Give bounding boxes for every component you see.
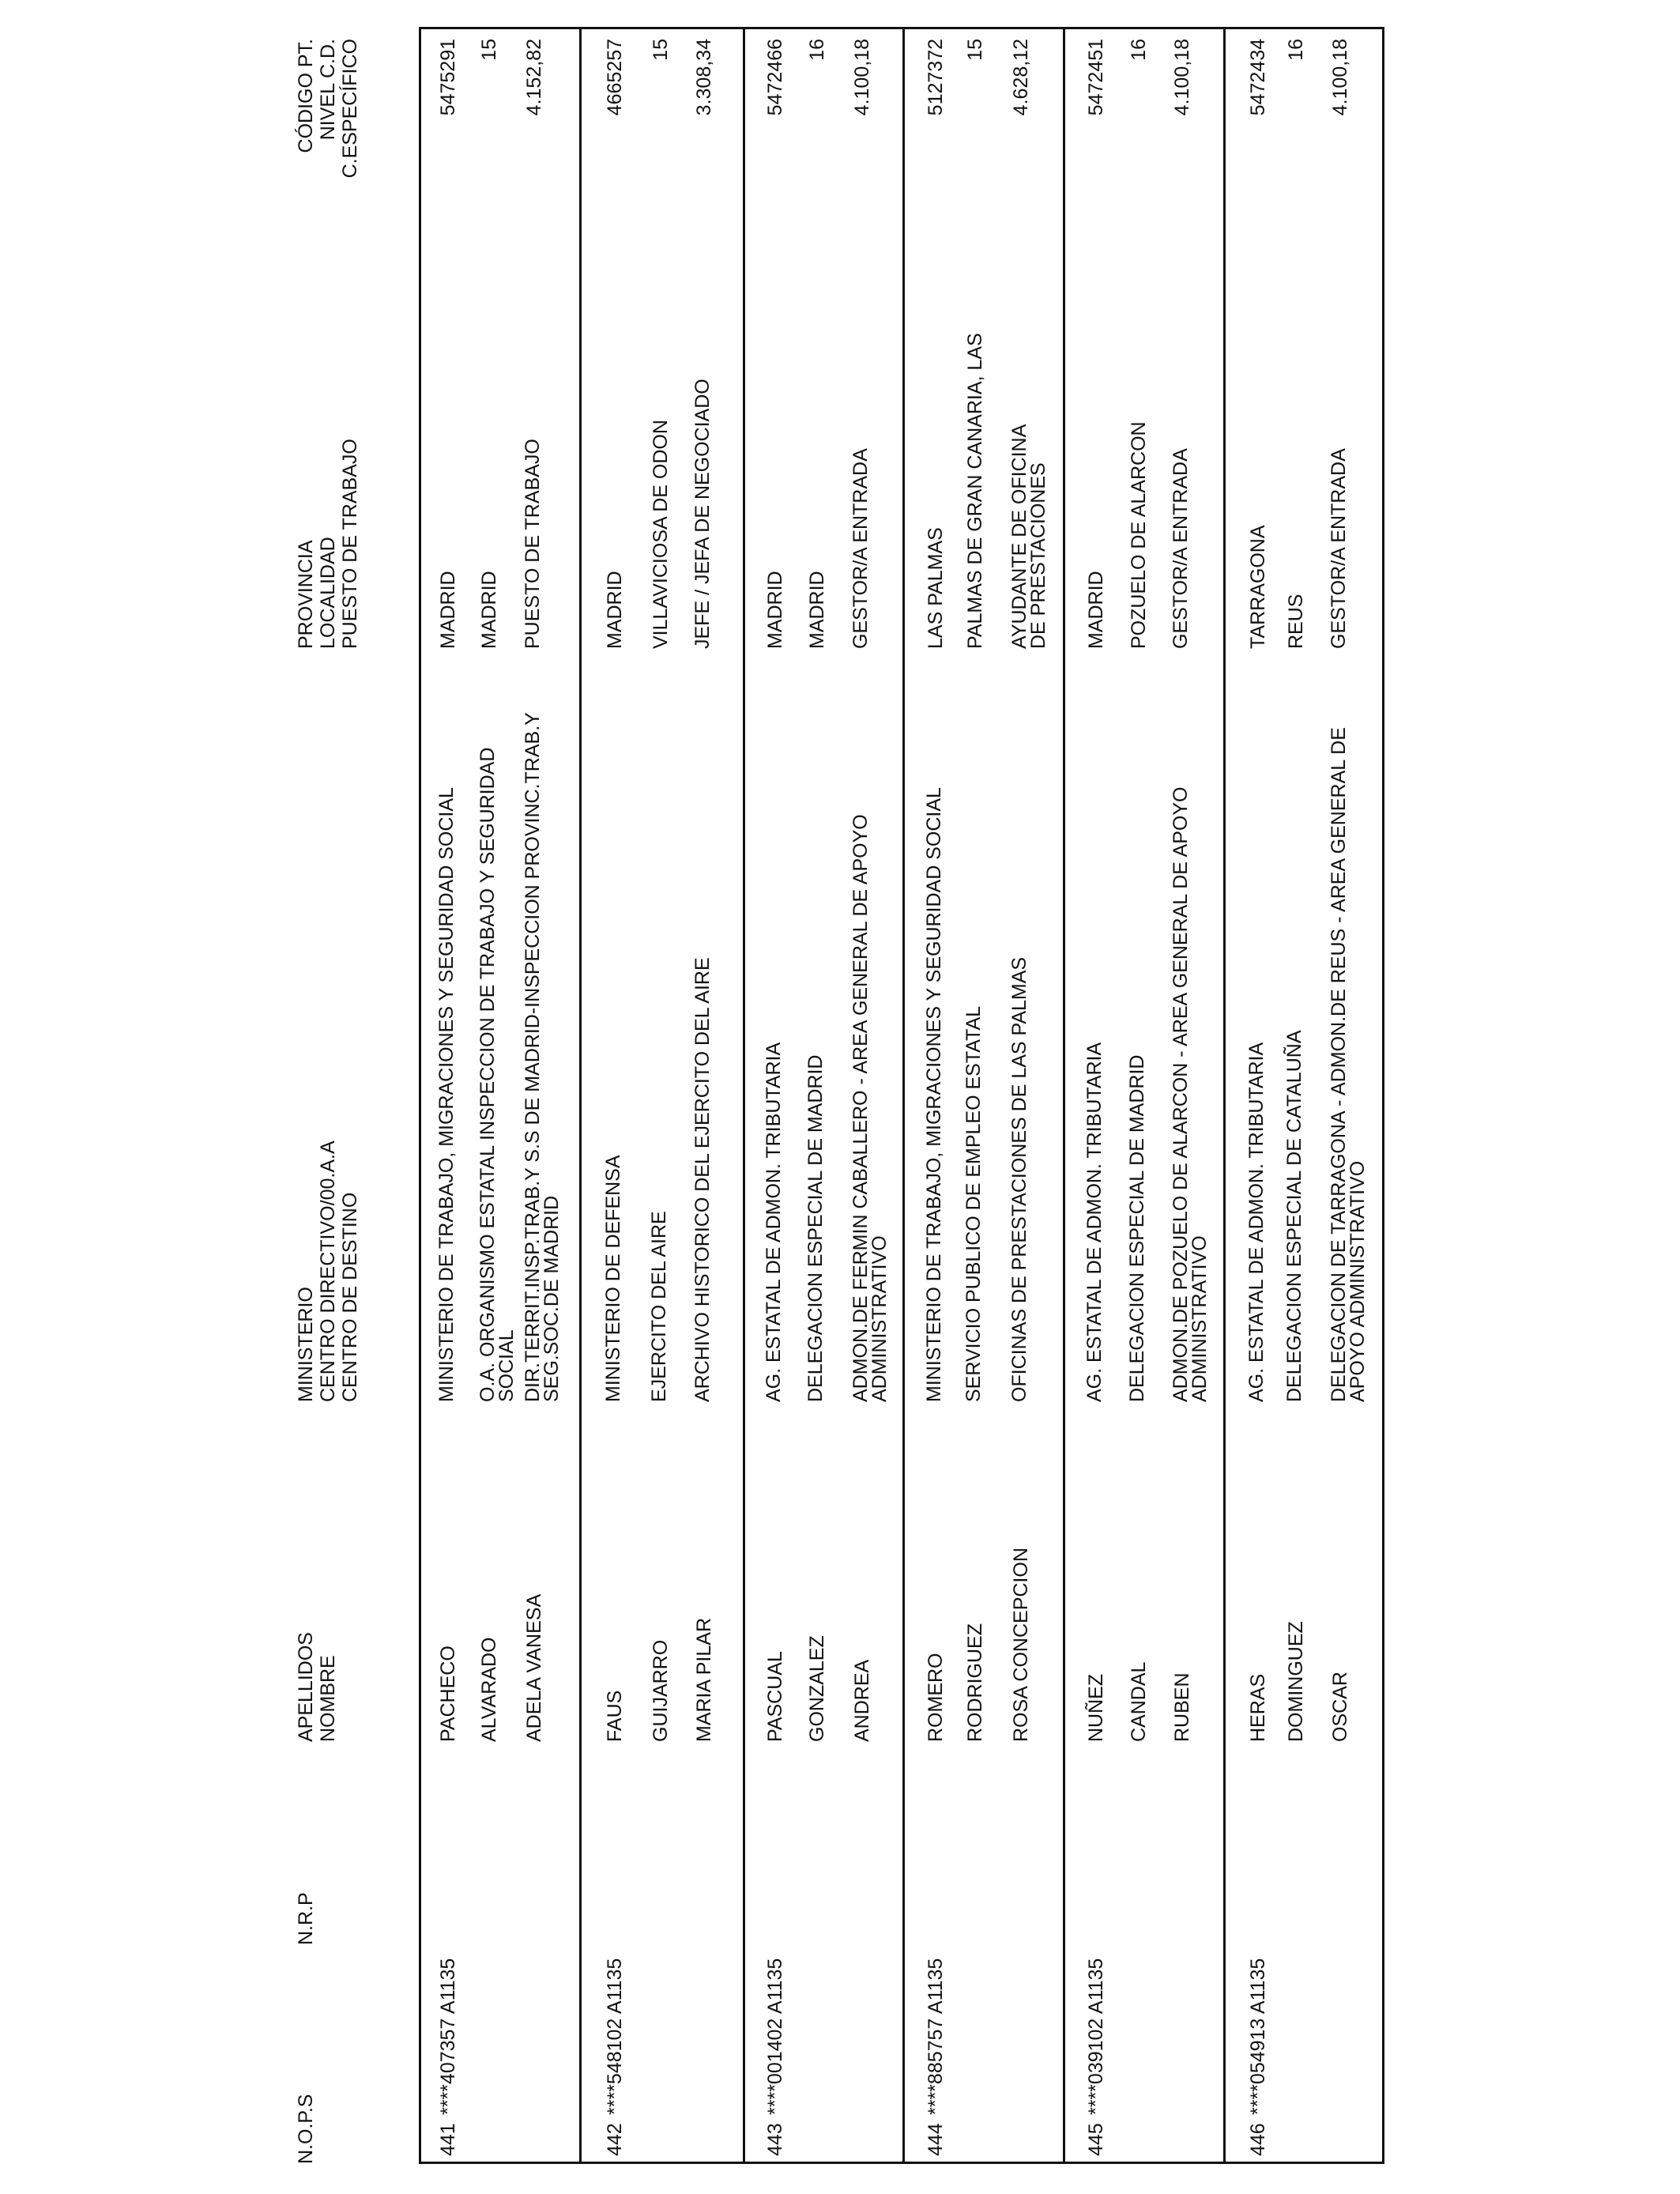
record-destination: OFICINAS DE PRESTACIONES DE LAS PALMAS [1008,956,1030,1402]
record-surname1: PASCUAL [764,1651,786,1742]
record-code: 5127372 [925,39,947,116]
record-nrp: ****054913 A1135 [1247,1958,1269,2115]
record-nops: 443 [764,2123,786,2156]
row-separator [902,27,905,2164]
header-name: NOMBRE [317,1655,339,1742]
record-level: 16 [1285,39,1307,61]
record-surname2: RODRIGUEZ [964,1623,986,1742]
record-locality: REUS [1285,594,1307,649]
record-province: LAS PALMAS [925,527,947,649]
header-nrp: N.R.P [295,1892,317,1945]
record-destination: ARCHIVO HISTORICO DEL EJERCITO DEL AIRE [691,957,714,1402]
record-code: 5475291 [437,39,459,116]
record-locality: MADRID [806,571,828,649]
record-locality: POZUELO DE ALARCON [1128,421,1150,649]
record-nops: 444 [925,2123,947,2156]
header-specific: C.ESPECÍFICO [339,39,361,179]
header-nops: N.O.P.S [295,2094,317,2164]
record-surname2: GUIJARRO [650,1639,672,1742]
record-directive: DELEGACION ESPECIAL DE MADRID [1126,1054,1148,1402]
record-surname2: CANDAL [1128,1661,1150,1742]
record-post: GESTOR/A ENTRADA [849,448,872,649]
record-post: PUESTO DE TRABAJO [522,439,544,649]
record-specific: 4.100,18 [1329,39,1351,116]
record-destination: DIR.TERRIT.INSP.TRAB.Y S.S DE MADRID-INSPECCION PROVINC.TRAB.Y SEG.SOC.DE MADRID [522,712,563,1402]
record-surname1: NUÑEZ [1085,1673,1107,1742]
header-ministry: MINISTERIO [295,1287,317,1402]
record-nrp: ****001402 A1135 [764,1958,786,2115]
record-surname2: DOMINGUEZ [1285,1621,1307,1742]
record-specific: 4.628,12 [1010,39,1032,116]
header-level: NIVEL C.D. [317,39,339,141]
header-destination: CENTRO DE DESTINO [339,1192,361,1402]
record-surname1: PACHECO [437,1646,459,1742]
record-ministry: AG. ESTATAL DE ADMON. TRIBUTARIA [763,1042,785,1402]
record-province: MADRID [1085,571,1107,649]
record-level: 15 [964,39,986,61]
header-locality: LOCALIDAD [317,537,339,649]
record-directive: SERVICIO PUBLICO DE EMPLEO ESTATAL [962,1005,985,1402]
record-post: GESTOR/A ENTRADA [1170,448,1192,649]
record-code: 5472434 [1247,39,1269,116]
record-specific: 4.152,82 [523,39,545,116]
record-province: MADRID [604,571,626,649]
header-directive: CENTRO DIRECTIVO/00.A.A [317,1140,339,1402]
row-separator [743,27,745,2164]
record-surname2: GONZALEZ [806,1635,828,1742]
record-province: MADRID [437,571,459,649]
record-nops: 442 [604,2123,626,2156]
record-surname1: ROMERO [925,1653,947,1742]
record-surname2: ALVARADO [478,1637,500,1742]
header-surname: APELLIDOS [295,1632,317,1742]
row-separator [1063,27,1065,2164]
record-specific: 3.308,34 [693,39,715,116]
record-name: OSCAR [1329,1672,1351,1742]
record-surname1: FAUS [604,1690,626,1742]
header-post: PUESTO DE TRABAJO [339,439,361,649]
record-code: 4665257 [604,39,626,116]
record-ministry: AG. ESTATAL DE ADMON. TRIBUTARIA [1245,1042,1268,1402]
record-locality: MADRID [478,571,500,649]
record-code: 5472466 [764,39,786,116]
record-surname1: HERAS [1247,1673,1269,1742]
records-table-frame [419,27,1384,2164]
record-province: TARRAGONA [1247,525,1269,649]
record-level: 16 [806,39,828,61]
row-separator [579,27,582,2164]
record-post: JEFE / JEFA DE NEGOCIADO [691,379,714,649]
record-directive: DELEGACION ESPECIAL DE CATALUÑA [1283,1030,1305,1402]
record-specific: 4.100,18 [851,39,873,116]
record-destination: ADMON.DE FERMIN CABALLERO - AREA GENERAL DE APOYO ADMINISTRATIVO [849,814,891,1402]
record-locality: PALMAS DE GRAN CANARIA, LAS [964,333,986,649]
record-name: ADELA VANESA [523,1593,545,1742]
record-directive: O.A. ORGANISMO ESTATAL INSPECCION DE TRABAJO Y SEGURIDAD SOCIAL [477,747,518,1402]
record-name: ANDREA [851,1659,873,1742]
header-province: PROVINCIA [295,540,317,649]
record-code: 5472451 [1085,39,1107,116]
record-nrp: ****885757 A1135 [925,1958,947,2115]
record-nops: 441 [437,2123,459,2156]
record-province: MADRID [764,571,786,649]
record-ministry: MINISTERIO DE DEFENSA [602,1155,624,1402]
record-nrp: ****039102 A1135 [1085,1958,1107,2115]
record-post: GESTOR/A ENTRADA [1328,448,1350,649]
header-code: CÓDIGO PT. [295,39,317,153]
record-directive: EJERCITO DEL AIRE [648,1211,670,1402]
record-ministry: MINISTERIO DE TRABAJO, MIGRACIONES Y SEGURIDAD SOCIAL [435,787,458,1402]
record-directive: DELEGACION ESPECIAL DE MADRID [804,1054,827,1402]
record-level: 15 [650,39,672,61]
record-destination: DELEGACION DE TARRAGONA - ADMON.DE REUS - AREA GENERAL DE APOYO ADMINISTRATIVO [1328,727,1369,1402]
row-separator [1223,27,1226,2164]
record-name: MARIA PILAR [693,1618,715,1742]
record-locality: VILLAVICIOSA DE ODON [650,420,672,649]
record-destination: ADMON.DE POZUELO DE ALARCON - AREA GENERAL DE APOYO ADMINISTRATIVO [1170,786,1211,1402]
record-ministry: AG. ESTATAL DE ADMON. TRIBUTARIA [1083,1042,1106,1402]
record-nops: 445 [1085,2123,1107,2156]
record-level: 16 [1128,39,1150,61]
record-nops: 446 [1247,2123,1269,2156]
record-name: RUBEN [1171,1672,1193,1742]
record-level: 15 [478,39,500,61]
record-nrp: ****548102 A1135 [604,1958,626,2115]
record-post: AYUDANTE DE OFICINA DE PRESTACIONES [1008,425,1049,649]
record-ministry: MINISTERIO DE TRABAJO, MIGRACIONES Y SEGURIDAD SOCIAL [923,787,945,1402]
record-specific: 4.100,18 [1171,39,1193,116]
record-nrp: ****407357 A1135 [437,1958,459,2115]
record-name: ROSA CONCEPCION [1010,1547,1032,1742]
